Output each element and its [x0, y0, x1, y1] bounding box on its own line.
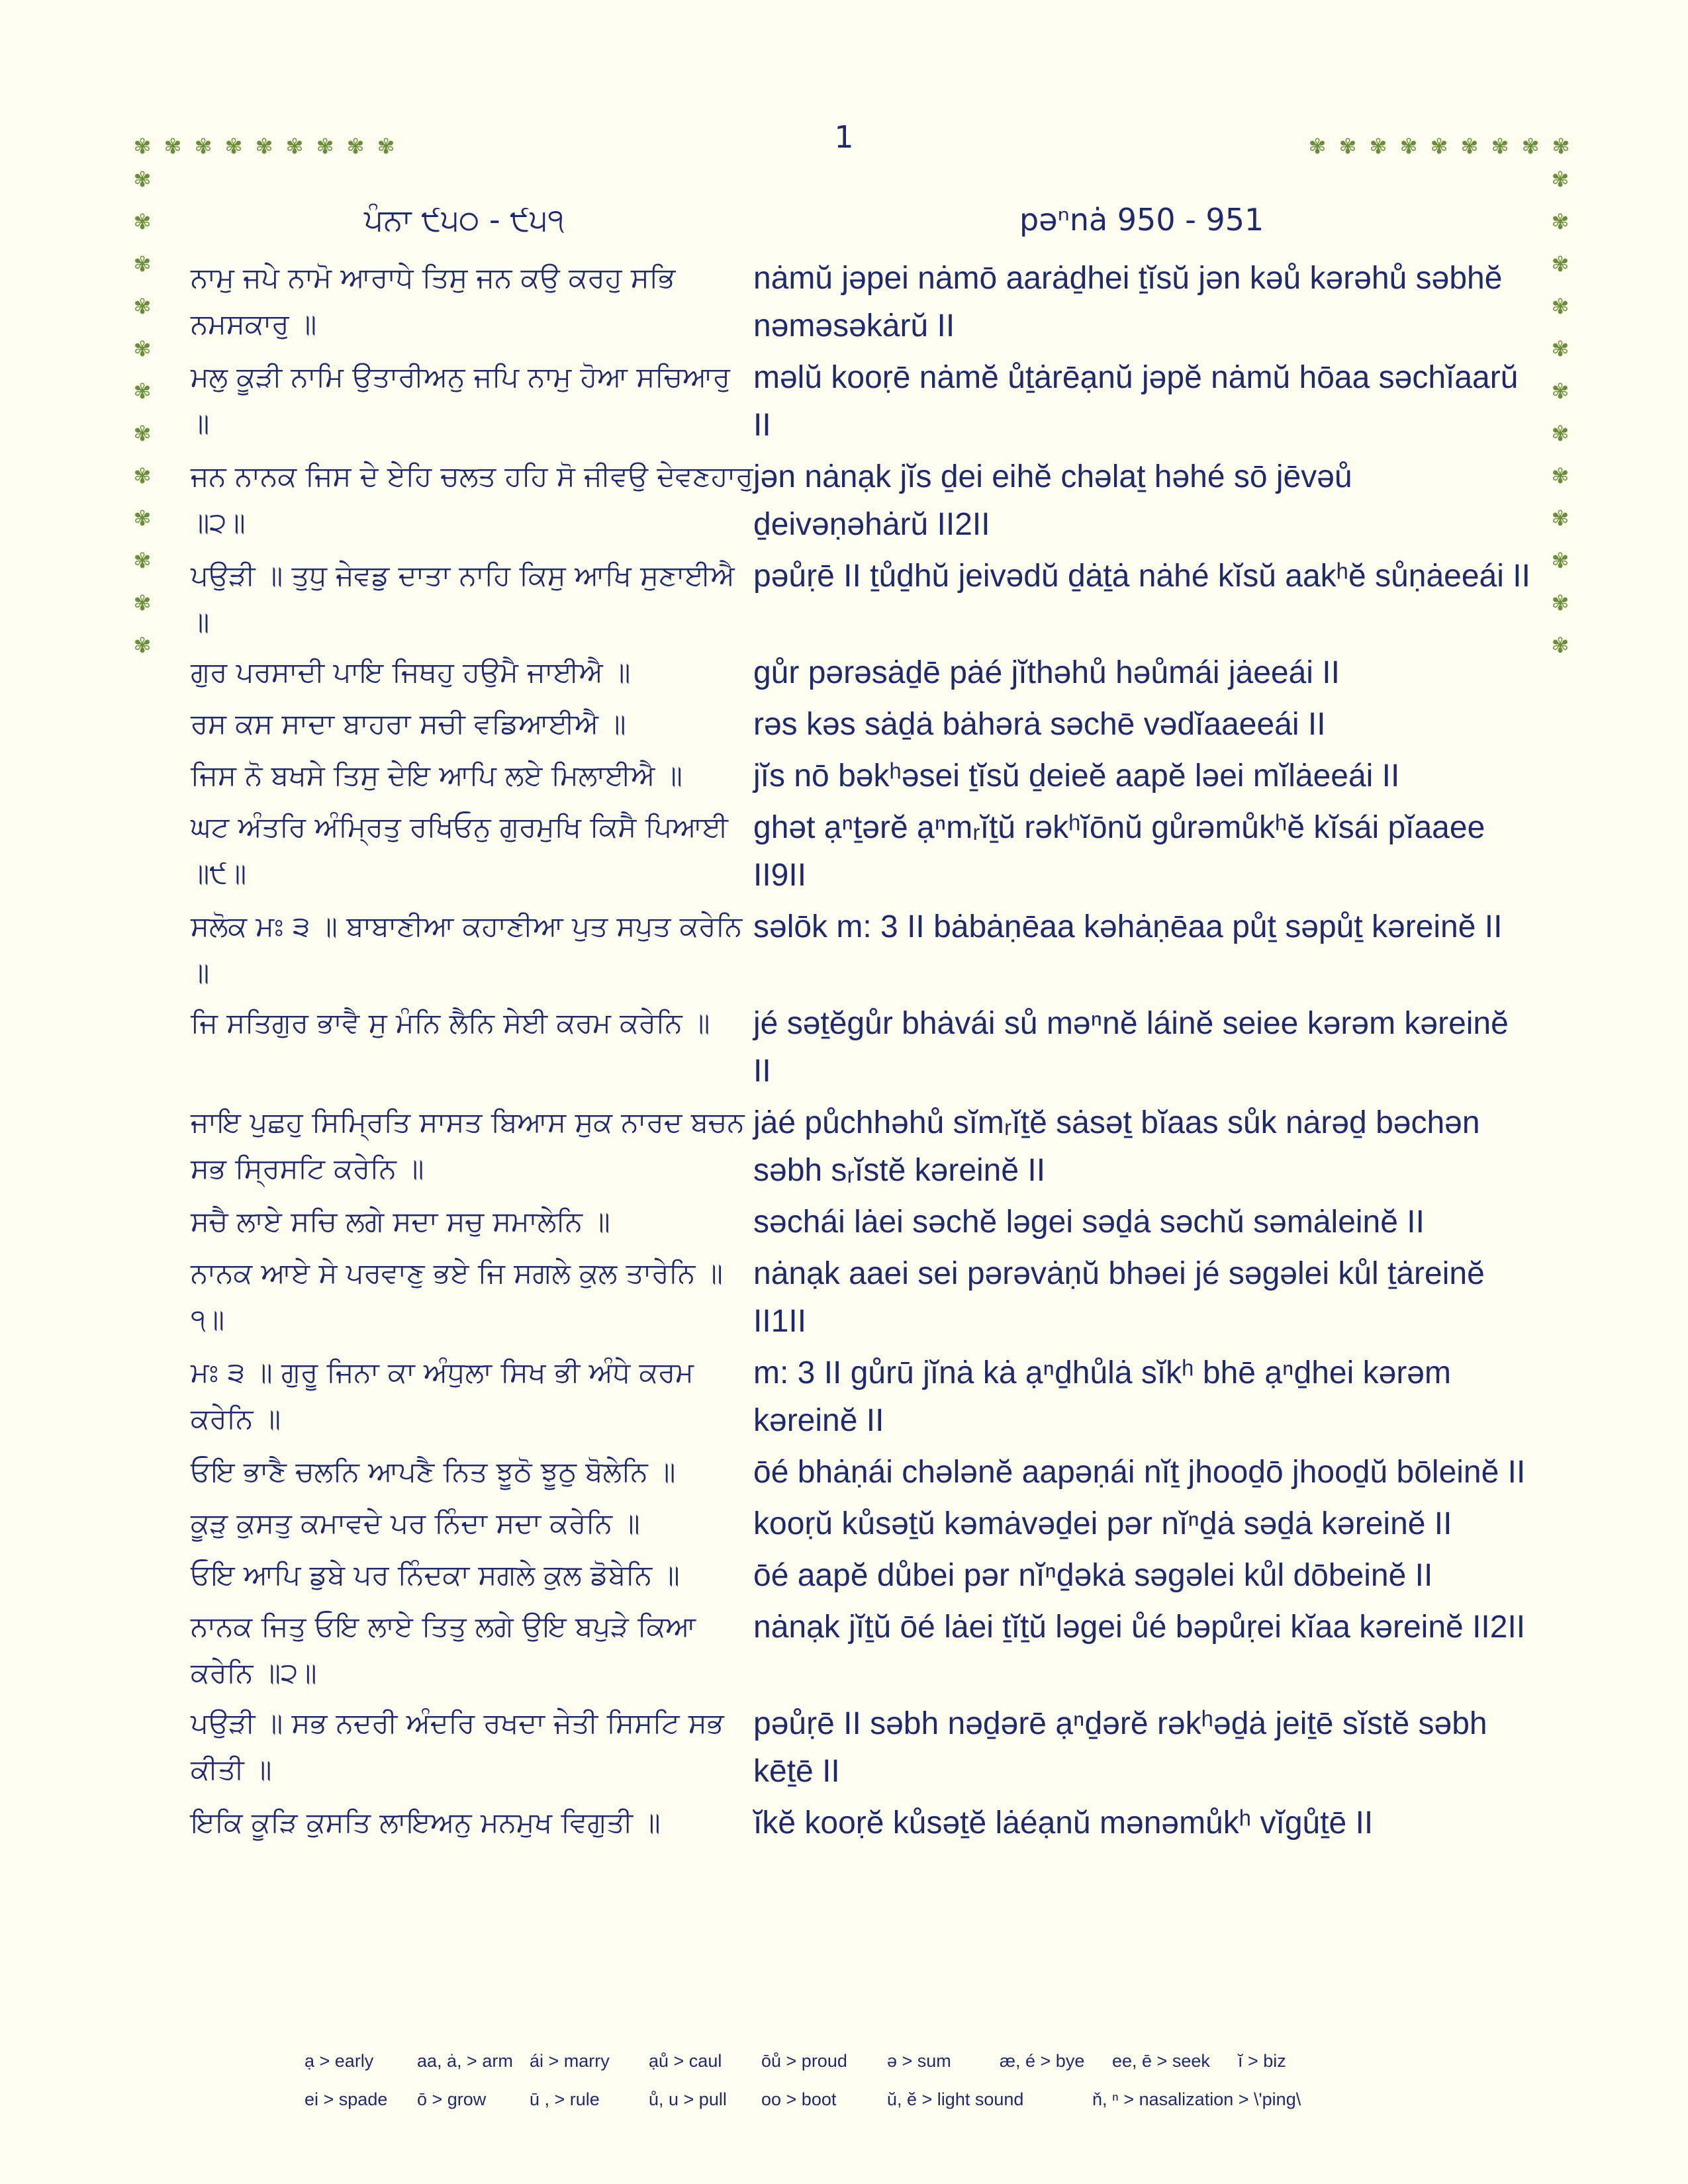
verse-transliteration: gůr pərəsȧḏē pȧé jĭthəhů həůmái jȧeeái II [753, 655, 1340, 690]
flower-icon: ✾ [1521, 134, 1540, 159]
verse-gurmukhi: ਜਨ ਨਾਨਕ ਜਿਸ ਦੇ ਏਹਿ ਚਲਤ ਹਹਿ ਸੋ ਜੀਵਉ ਦੇਵਣਹਾਰੁ ॥੨॥ [191, 460, 753, 539]
flower-icon: ✾ [377, 134, 395, 159]
verse-row [191, 1250, 1534, 1345]
legend-item: ạů > caul [649, 2050, 722, 2071]
legend-item: æ, é > bye [1000, 2050, 1085, 2071]
verse-transliteration: nȧnạk jĭṯŭ ōé lȧei ṯĭṯŭ ləgei ůé bəpůṛei kĭaa kəreinĕ II2II [753, 1610, 1526, 1645]
verse-transliteration: məlŭ kooṛē nȧmĕ ůṯȧrēạnŭ jəpĕ nȧmŭ hōaa səchĭaarŭ II [753, 360, 1519, 443]
legend-item: ů, u > pull [649, 2089, 727, 2109]
flower-icon: ✾ [133, 251, 152, 277]
verse-row [191, 1604, 1534, 1696]
legend-row [305, 2042, 1470, 2080]
verse-row [191, 1500, 1534, 1548]
flower-icon: ✾ [1551, 209, 1570, 234]
flower-icon: ✾ [1551, 590, 1570, 615]
flower-icon: ✾ [194, 134, 212, 159]
verse-transliteration: ōé bhȧṇái chələnĕ aapəṇái nĭṯ jhooḏō jhooḏŭ bōleinĕ II [753, 1455, 1526, 1490]
flower-icon: ✾ [1338, 134, 1357, 159]
flower-border-left [132, 169, 152, 656]
flower-icon: ✾ [1551, 379, 1570, 404]
verse-row [191, 1349, 1534, 1445]
verse-gurmukhi: ਓਇ ਆਪਿ ਡੁਬੇ ਪਰ ਨਿੰਦਕਾ ਸਗਲੇ ਕੁਲ ਡੋਬੇਨਿ ॥ [191, 1559, 680, 1591]
verse-row [191, 354, 1534, 449]
flower-icon: ✾ [133, 506, 152, 531]
verse-gurmukhi: ਜਾਇ ਪੁਛਹੁ ਸਿਮ੍ਰਿਤਿ ਸਾਸਤ ਬਿਆਸ ਸੁਕ ਨਾਰਦ ਬਚਨ ਸਭ ਸ੍ਰਿਸਟਿ ਕਰੇਨਿ ॥ [191, 1106, 745, 1185]
verse-transliteration: jȧé půchhəhů sĭmᵣĭṯĕ sȧsəṯ bĭaas sůk nȧrəḏ bəchən səbh sᵣĭstĕ kəreinĕ II [753, 1105, 1480, 1188]
flower-border-top-right [1307, 136, 1571, 157]
flower-icon: ✾ [1551, 294, 1570, 319]
legend-item: ōů > proud [761, 2050, 847, 2071]
page-header [185, 202, 1556, 248]
verse-transliteration: kooṛŭ kůsəṯŭ kəmȧvəḏei pər nĭⁿḏȧ səḏȧ kəreinĕ II [753, 1506, 1452, 1541]
verse-transliteration: jĭs nō bəkʰəsei ṯĭsŭ ḏeieĕ aapĕ ləei mĭlȧeeái II [753, 758, 1400, 794]
legend-item: ee, ē > seek [1112, 2050, 1210, 2071]
flower-icon: ✾ [133, 209, 152, 234]
flower-icon: ✾ [285, 134, 304, 159]
flower-icon: ✾ [1551, 421, 1570, 446]
flower-icon: ✾ [1551, 463, 1570, 488]
verse-row [191, 649, 1534, 697]
flower-icon: ✾ [1551, 251, 1570, 277]
verse-transliteration: m: 3 II gůrū jĭnȧ kȧ ạⁿḏhůlȧ sĭkʰ bhē ạⁿḏhei kərəm kəreinĕ II [753, 1355, 1451, 1438]
verse-row [191, 903, 1534, 996]
flower-icon: ✾ [133, 548, 152, 573]
verse-row [191, 1000, 1534, 1095]
verse-transliteration: nȧnạk aaei sei pərəvȧṇŭ bhəei jé səgəlei kůl ṯȧreinĕ II1II [753, 1256, 1485, 1339]
verse-row [191, 804, 1534, 899]
flower-icon: ✾ [164, 134, 182, 159]
verse-transliteration: ĭkĕ kooṛĕ kůsəṯĕ lȧéạnŭ mənəmůkʰ vĭgůṯē II [753, 1805, 1374, 1841]
verse-transliteration: rəs kəs sȧḏȧ bȧhərȧ səchē vədĭaaeeái II [753, 707, 1326, 742]
legend-item: aa, ȧ, > arm [417, 2050, 513, 2071]
verse-gurmukhi: ਇਕਿ ਕੂੜਿ ਕੁਸਤਿ ਲਾਇਅਨੁ ਮਨਮੁਖ ਵਿਗੁਤੀ ॥ [191, 1806, 661, 1839]
verse-row [191, 752, 1534, 800]
verse-gurmukhi: ਨਾਮੁ ਜਪੇ ਨਾਮੋ ਆਰਾਧੇ ਤਿਸੁ ਜਨ ਕਉ ਕਰਹੁ ਸਭਿ ਨਮਸਕਾਰੁ ॥ [191, 261, 676, 340]
flower-icon: ✾ [133, 336, 152, 361]
verse-gurmukhi: ਰਸ ਕਸ ਸਾਦਾ ਬਾਹਰਾ ਸਚੀ ਵਡਿਆਈਐ ॥ [191, 707, 626, 740]
legend-item: ĭ > biz [1238, 2050, 1286, 2071]
flower-icon: ✾ [133, 590, 152, 615]
verse-row [191, 1199, 1534, 1246]
verse-row [191, 453, 1534, 549]
verse-gurmukhi: ਸਲੋਕ ਮਃ ੩ ॥ ਬਾਬਾਣੀਆ ਕਹਾਣੀਆ ਪੁਤ ਸਪੁਤ ਕਰੇਨਿ ॥ [191, 910, 743, 989]
legend-item: ái > marry [530, 2050, 610, 2071]
verse-row [191, 1449, 1534, 1496]
flower-icon: ✾ [1369, 134, 1387, 159]
flower-icon: ✾ [1551, 633, 1570, 658]
flower-icon: ✾ [316, 134, 334, 159]
verse-transliteration: pəůṛē II səbh nəḏərē ạⁿḏərĕ rəkʰəḏȧ jeiṯē sĭstĕ səbh kēṯē II [753, 1706, 1487, 1789]
flower-icon: ✾ [133, 167, 152, 192]
legend-item: ə > sum [887, 2050, 951, 2071]
flower-icon: ✾ [1551, 167, 1570, 192]
verse-gurmukhi: ਓਇ ਭਾਣੈ ਚਲਨਿ ਆਪਣੈ ਨਿਤ ਝੂਠੋ ਝੂਠੁ ਬੋਲੇਨਿ ॥ [191, 1455, 676, 1488]
pronunciation-legend [305, 2042, 1470, 2118]
verse-row [191, 1700, 1534, 1796]
legend-item: oo > boot [761, 2089, 837, 2109]
flower-icon: ✾ [1399, 134, 1418, 159]
flower-icon: ✾ [1430, 134, 1448, 159]
verse-transliteration: ōé aapĕ důbei pər nĭⁿḏəkȧ səgəlei kůl dōbeinĕ II [753, 1558, 1433, 1593]
flower-icon: ✾ [1551, 548, 1570, 573]
legend-item: ō > grow [417, 2089, 487, 2109]
verse-transliteration: ghət ạⁿṯərĕ ạⁿmᵣĭṯŭ rəkʰĭōnŭ gůrəmůkʰĕ kĭsái pĭaaee II9II [753, 810, 1485, 893]
legend-item: ň, ⁿ > nasalization > \'ping\ [1092, 2089, 1301, 2109]
header-transliteration: pəⁿnȧ 950 - 951 [1019, 202, 1264, 238]
legend-item: ŭ, ĕ > light sound [887, 2089, 1024, 2109]
verse-gurmukhi: ਪਉੜੀ ॥ ਤੁਧੁ ਜੇਵਡੁ ਦਾਤਾ ਨਾਹਿ ਕਿਸੁ ਆਖਿ ਸੁਣਾਈਐ ॥ [191, 559, 735, 638]
verse-list [191, 255, 1534, 1851]
verse-row [191, 1799, 1534, 1847]
flower-icon: ✾ [1552, 134, 1570, 159]
flower-icon: ✾ [1491, 134, 1509, 159]
verse-transliteration: jən nȧnạk jĭs ḏei eihĕ chəlaṯ həhé sō jēvəů ḏeivəṇəhȧrŭ II2II [753, 459, 1352, 542]
flower-icon: ✾ [133, 421, 152, 446]
verse-transliteration: səlōk m: 3 II bȧbȧṇēaa kəhȧṇēaa půṯ səpůṯ kəreinĕ II [753, 909, 1503, 944]
verse-gurmukhi: ਘਟ ਅੰਤਰਿ ਅੰਮ੍ਰਿਤੁ ਰਖਿਓਨੁ ਗੁਰਮੁਖਿ ਕਿਸੈ ਪਿਆਈ ॥੯॥ [191, 811, 729, 889]
verse-gurmukhi: ਗੁਰ ਪਰਸਾਦੀ ਪਾਇ ਜਿਥਹੁ ਹਉਮੈ ਜਾਈਐ ॥ [191, 656, 631, 688]
flower-icon: ✾ [346, 134, 365, 159]
verse-row [191, 1552, 1534, 1600]
verse-gurmukhi: ਜਿਸ ਨੋ ਬਖਸੇ ਤਿਸੁ ਦੇਇ ਆਪਿ ਲਏ ਮਿਲਾਈਐ ॥ [191, 759, 682, 792]
verse-row [191, 553, 1534, 645]
verse-transliteration: səchái lȧei səchĕ ləgei səḏȧ səchŭ səmȧleinĕ II [753, 1205, 1425, 1240]
legend-item: ạ > early [305, 2050, 374, 2071]
flower-icon: ✾ [255, 134, 273, 159]
verse-transliteration: nȧmŭ jəpei nȧmō aarȧḏhei ṯĭsŭ jən kəů kərəhů səbhĕ nəməsəkȧrŭ II [753, 261, 1503, 343]
verse-gurmukhi: ਕੂੜੁ ਕੁਸਤੁ ਕਮਾਵਦੇ ਪਰ ਨਿੰਦਾ ਸਦਾ ਕਰੇਨਿ ॥ [191, 1507, 640, 1539]
verse-transliteration: jé səṯĕgůr bhȧvái sů məⁿnĕ láinĕ seiee kərəm kəreinĕ II [753, 1006, 1509, 1089]
verse-gurmukhi: ਨਾਨਕ ਆਏ ਸੇ ਪਰਵਾਣੁ ਭਏ ਜਿ ਸਗਲੇ ਕੁਲ ਤਾਰੇਨਿ ॥੧॥ [191, 1257, 723, 1336]
verse-row [191, 701, 1534, 749]
verse-gurmukhi: ਪਉੜੀ ॥ ਸਭ ਨਦਰੀ ਅੰਦਰਿ ਰਖਦਾ ਜੇਤੀ ਸਿਸਟਿ ਸਭ ਕੀਤੀ ॥ [191, 1707, 724, 1786]
legend-row [305, 2080, 1470, 2118]
verse-row [191, 1099, 1534, 1195]
flower-icon: ✾ [1308, 134, 1327, 159]
verse-gurmukhi: ਨਾਨਕ ਜਿਤੁ ਓਇ ਲਾਏ ਤਿਤੁ ਲਗੇ ਉਇ ਬਪੁੜੇ ਕਿਆ ਕਰੇਨਿ ॥੨॥ [191, 1610, 696, 1689]
verse-gurmukhi: ਸਚੈ ਲਾਏ ਸਚਿ ਲਗੇ ਸਦਾ ਸਚੁ ਸਮਾਲੇਨਿ ॥ [191, 1205, 610, 1238]
flower-icon: ✾ [224, 134, 243, 159]
flower-icon: ✾ [133, 633, 152, 658]
flower-icon: ✾ [133, 463, 152, 488]
legend-item: ei > spade [305, 2089, 388, 2109]
flower-icon: ✾ [1551, 506, 1570, 531]
flower-icon: ✾ [1551, 336, 1570, 361]
verse-transliteration: pəůṛē II ṯůḏhŭ jeivədŭ ḏȧṯȧ nȧhé kĭsŭ aakʰĕ sůṇȧeeái II [753, 559, 1530, 594]
header-gurmukhi: ਪੰਨਾ ੯੫੦ - ੯੫੧ [364, 202, 565, 238]
verse-gurmukhi: ਮਲੁ ਕੂੜੀ ਨਾਮਿ ਉਤਾਰੀਅਨੁ ਜਪਿ ਨਾਮੁ ਹੋਆ ਸਚਿਆਰੁ ॥ [191, 361, 730, 439]
legend-item: ū , > rule [530, 2089, 600, 2109]
verse-gurmukhi: ਮਃ ੩ ॥ ਗੁਰੂ ਜਿਨਾ ਕਾ ਅੰਧੁਲਾ ਸਿਖ ਭੀ ਅੰਧੇ ਕਰਮ ਕਰੇਨਿ ॥ [191, 1356, 694, 1435]
flower-icon: ✾ [133, 134, 152, 159]
page-number: 1 [834, 119, 854, 155]
verse-gurmukhi: ਜਿ ਸਤਿਗੁਰ ਭਾਵੈ ਸੁ ਮੰਨਿ ਲੈਨਿ ਸੇਈ ਕਰਮ ਕਰੇਨਿ ॥ [191, 1007, 710, 1039]
flower-border-top-left [132, 136, 396, 157]
verse-row [191, 255, 1534, 350]
flower-icon: ✾ [133, 379, 152, 404]
flower-icon: ✾ [133, 294, 152, 319]
flower-icon: ✾ [1460, 134, 1479, 159]
